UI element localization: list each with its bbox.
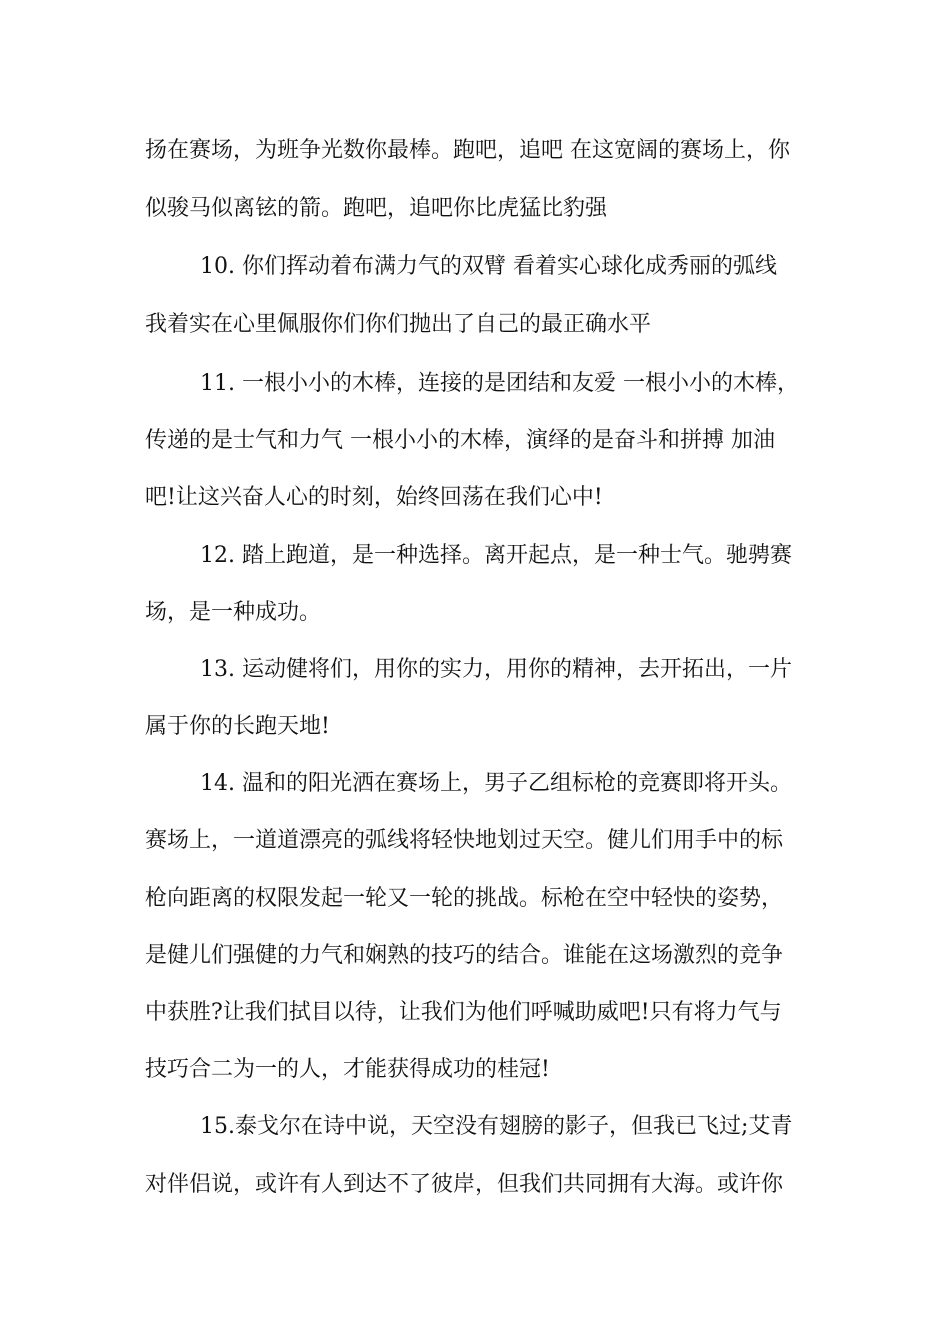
paragraph-10-start: 10. 你们挥动着布满力气的双臂 看着实心球化成秀丽的弧线 <box>200 254 777 279</box>
text-line: 对伴侣说，或许有人到达不了彼岸，但我们共同拥有大海。或许你 <box>145 1172 784 1197</box>
text-line: 我着实在心里佩服你们你们抛出了自己的最正确水平 <box>145 312 652 337</box>
text-line: 枪向距离的权限发起一轮又一轮的挑战。标枪在空中轻快的姿势， <box>145 886 784 911</box>
text-line: 技巧合二为一的人，才能获得成功的桂冠! <box>145 1057 550 1082</box>
paragraph-13-start: 13. 运动健将们，用你的实力，用你的精神，去开拓出，一片 <box>200 657 792 682</box>
paragraph-14-start: 14. 温和的阳光洒在赛场上，男子乙组标枪的竞赛即将开头。 <box>200 771 792 796</box>
text-line: 属于你的长跑天地! <box>145 714 330 739</box>
text-line: 是健儿们强健的力气和娴熟的技巧的结合。谁能在这场激烈的竞争 <box>145 943 784 968</box>
text-line: 场，是一种成功。 <box>145 600 322 625</box>
text-line: 扬在赛场，为班争光数你最棒。跑吧，追吧 在这宽阔的赛场上，你 <box>145 138 790 163</box>
text-line: 吧!让这兴奋人心的时刻，始终回荡在我们心中! <box>145 485 603 510</box>
paragraph-12-start: 12. 踏上跑道，是一种选择。离开起点，是一种士气。驰骋赛 <box>200 543 792 568</box>
text-line: 赛场上，一道道漂亮的弧线将轻快地划过天空。健儿们用手中的标 <box>145 828 784 853</box>
text-line: 传递的是士气和力气 一根小小的木棒，演绎的是奋斗和拼搏 加油 <box>145 428 775 453</box>
paragraph-15-start: 15.泰戈尔在诗中说，天空没有翅膀的影子，但我已飞过;艾青 <box>200 1114 793 1139</box>
text-line: 似骏马似离铉的箭。跑吧，追吧你比虎猛比豹强 <box>145 196 608 221</box>
text-line: 中获胜?让我们拭目以待，让我们为他们呼喊助威吧!只有将力气与 <box>145 1000 782 1025</box>
paragraph-11-start: 11. 一根小小的木棒，连接的是团结和友爱 一根小小的木棒， <box>200 371 799 396</box>
